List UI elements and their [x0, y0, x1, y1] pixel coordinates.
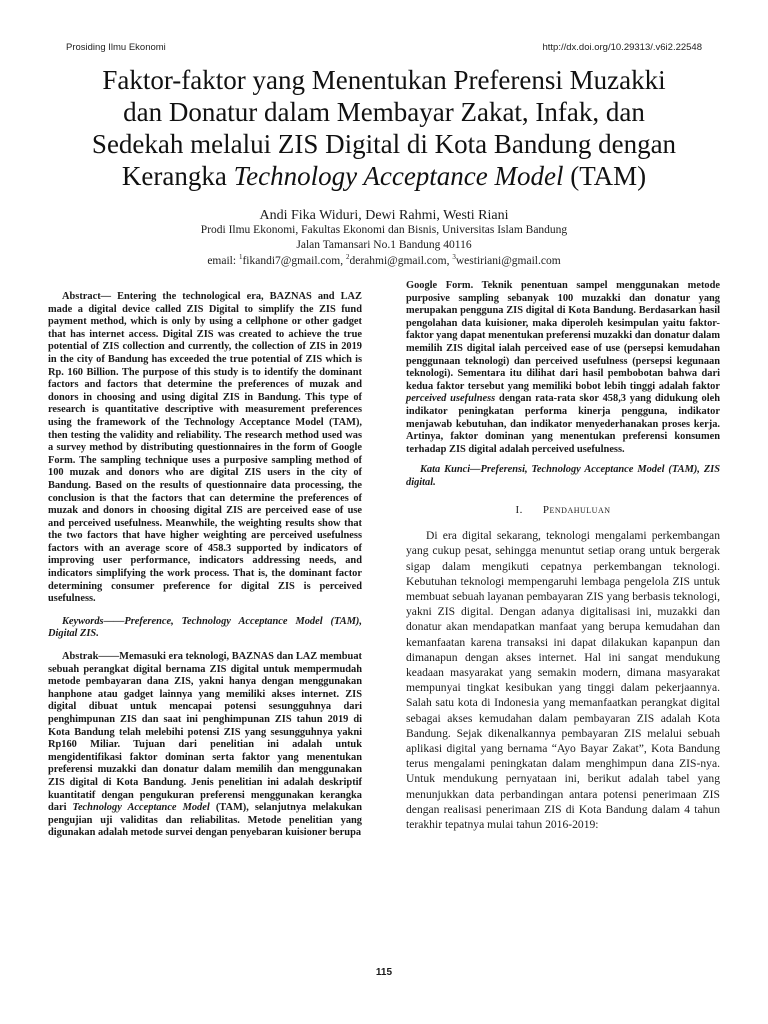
title-line-2: dan Donatur dalam Membayar Zakat, Infak, dan: [123, 97, 645, 127]
title-line-4: [30, 160, 738, 192]
running-header: [66, 42, 702, 56]
abstract-id-italic: Technology Acceptance Model: [72, 802, 210, 814]
abstract-id-cont1: Google Form. Teknik penentuan sampel menggunakan metode purposive sampling sebanyak 100 muzakki dan donatur yang merupakan pengguna ZIS digital di Kota Bandung. Berdasarkan hasil pengolahan data kuisioner, maka diperoleh kesimpulan yaitu faktor-faktor yang dapat menentukan preferensi muzakki dan donatur dalam memilih ZIS digital ialah perceived ease of use (persepsi kemudahan penggunaan teknologi) dan perceived usefulness (persepsi kegunaan teknologi). Sementara itu dilihat dari hasil pembobotan bahwa dari kedua faktor tersebut yang memiliki bobot lebih tinggi adalah faktor: [406, 280, 720, 392]
affiliation-address: Jalan Tamansari No.1 Bandung 40116: [296, 239, 472, 251]
title-line-4-prefix: Kerangka: [121, 161, 234, 191]
page-number: 115: [375, 967, 393, 978]
email1-sup: 1: [238, 253, 243, 262]
title-line-3: Sedekah melalui ZIS Digital di Kota Bandung dengan: [91, 129, 677, 159]
keywords-english: Keywords——Preference, Technology Acceptance Model (TAM), Digital ZIS.: [48, 615, 362, 640]
title-line-1: Faktor-faktor yang Menentukan Preferensi Muzakki: [102, 65, 666, 95]
abstract-id-cont-italic: perceived usefulness: [406, 393, 496, 405]
section-number: I.: [515, 503, 523, 516]
doi-link[interactable]: http://dx.doi.org/10.29313/.v6i2.22548: [542, 42, 702, 53]
abstract-indonesian-continued: [406, 280, 720, 456]
abstract-indonesian: [48, 651, 362, 840]
journal-name: Prosiding Ilmu Ekonomi: [66, 42, 166, 53]
abstract-id-part2: (TAM), selanjutnya melakukan pengujian uji validitas dan reliabilitas. Metode penelitian yang digunakan adalah metode survei dengan penyebaran kuisioner berupa: [48, 802, 362, 839]
introduction-paragraph: Di era digital sekarang, teknologi mengalami perkembangan yang cukup pesat, sehingga menuntut setiap orang untuk bergerak sigap dalam mengikuti cepatnya perkembangan teknologi. Kebutuhan teknologi mempengaruhi lembaga pengelola ZIS untuk membuat sebuah layanan pembayaran ZIS yang berbasis teknologi, yakni ZIS digital. Dengan adanya digitalisasi ini, muzakki dan donatur akan mendapatkan manfaat yang berupa kemudahan dan kemanfaatan karena transaksi ini dapat dilakukan kapanpun dan dimanapun dengan akses internet. Hal ini sangat mendukung keadaan masyarakat yang semakin modern, dimana masyarakat mempunyai tingkat kesibukan yang tinggi dalam pekerjaannya. Salah satu kota di Indonesia yang memanfaatkan perangkat digital sebagai akses kemudahan dalam pembayaran ZIS adalah Kota Bandung. Sejak dikenalkannya pembayaran ZIS melalui sebuah aplikasi digital yang bernama “Ayo Bayar Zakat”, Kota Bandung terus mengalami peningkatan dalam menghimpun dana ZIS-nya. Untuk mendukung pernyataan ini, berikut adalah tabel yang menunjukkan data perbandingan antara potensi penerimaan ZIS dengan realisasi penerimaan ZIS di Kota Bandung dalam 4 tahun terakhir tepatnya mulai tahun 2016-2019:: [406, 529, 720, 831]
email3-sup: 3: [452, 253, 456, 262]
keywords-indonesian: Kata Kunci—Preferensi, Technology Acceptance Model (TAM), ZIS digital.: [406, 464, 720, 488]
title-line-4-italic: Technology Acceptance Model: [233, 161, 564, 191]
abstract-id-cont2: dengan rata-rata skor 458,3 yang didukung oleh indikator peningkatan performa kinerja pengguna, indikator menjawab kebutuhan, dan indikator menyederhanakan proses kerja. Artinya, faktor dominan yang menentukan preferensi konsumen terhadap ZIS digital adalah perceived usefulness.: [406, 393, 720, 455]
email2-sup: 2: [345, 253, 350, 262]
section-title: Pendahuluan: [542, 503, 611, 516]
right-column: [406, 280, 720, 832]
email-prefix: email:: [207, 255, 239, 267]
section-heading: [406, 504, 720, 517]
email-2[interactable]: derahmi@gmail.com,: [349, 255, 453, 267]
title-line-4-suffix: (TAM): [563, 161, 647, 191]
abstract-english: Abstract— Entering the technological era, BAZNAS and LAZ made a digital device called ZIS Digital to simplify the ZIS fund payment method, which is only by using a cellphone or other gadget that has internet access. Digital ZIS was created to achieve the true potential of ZIS collection and currently, the collection of ZIS in 2019 in the city of Bandung has exceeded the true potential of ZIS which is Rp. 160 Billion. The purpose of this study is to identify the dominant factors and factors that determine the preferences of muzak and donors in choosing and using digital ZIS in Bandung. This type of research is quantitative descriptive with measurement preferences using the framework of the Technology Acceptance Model (TAM), then testing the validity and reliability. The research method used was a survey method by distributing questionnaires in the form of Google Form. The sampling technique uses a purposive sampling method of 100 muzak and donors who are digital ZIS users in the city of Bandung. Based on the results of questionnaire data processing, the conclusion is that the factors that can determine the preferences of muzak and donors in choosing digital ZIS are perceived ease of use and perceived usefulness. Meanwhile, the weighting results show that the two factors that have higher weighting are perceived usefulness factors with an average score of 458.3 supported by indicators of improving user performance, indicators addressing needs, and indicators simplifying the work process. That is, the dominant factor determining consumer preference for digital ZIS is perceived usefulness.: [48, 291, 362, 605]
email-3[interactable]: westiriani@gmail.com: [455, 255, 561, 267]
email-1[interactable]: fikandi7@gmail.com,: [242, 255, 346, 267]
affiliation-institution: Prodi Ilmu Ekonomi, Fakultas Ekonomi dan Bisnis, Universitas Islam Bandung: [200, 224, 568, 236]
author-emails: [0, 254, 768, 268]
paper-title: [30, 64, 738, 192]
left-column: [48, 291, 362, 840]
authors: Andi Fika Widuri, Dewi Rahmi, Westi Riani: [259, 208, 509, 223]
abstract-id-part1: Abstrak——Memasuki era teknologi, BAZNAS dan LAZ membuat sebuah perangkat digital bernama ZIS digital untuk mempermudah metode pembayaran dana ZIS, yakni hanya dengan menggunakan hanphone atau gadget lainnya yang memiliki akses internet. ZIS digital dibuat untuk mencapai potensi sesungguhnya dari penghimpunan ZIS dan saat ini penghimpunan ZIS tahun 2019 di Kota Bandung telah melebihi potensi ZIS yang sesungguhnya yakni Rp160 Miliar. Tujuan dari penelitian ini adalah untuk mengidentifikasi faktor dominan serta faktor yang menentukan preferensi muzakki dan donatur dalam memilih dan menggunakan ZIS digital di Kota Bandung. Jenis penelitian ini adalah deskriptif kuantitatif dengan pengukuran preferensi menggunakan kerangka dari: [48, 651, 362, 814]
